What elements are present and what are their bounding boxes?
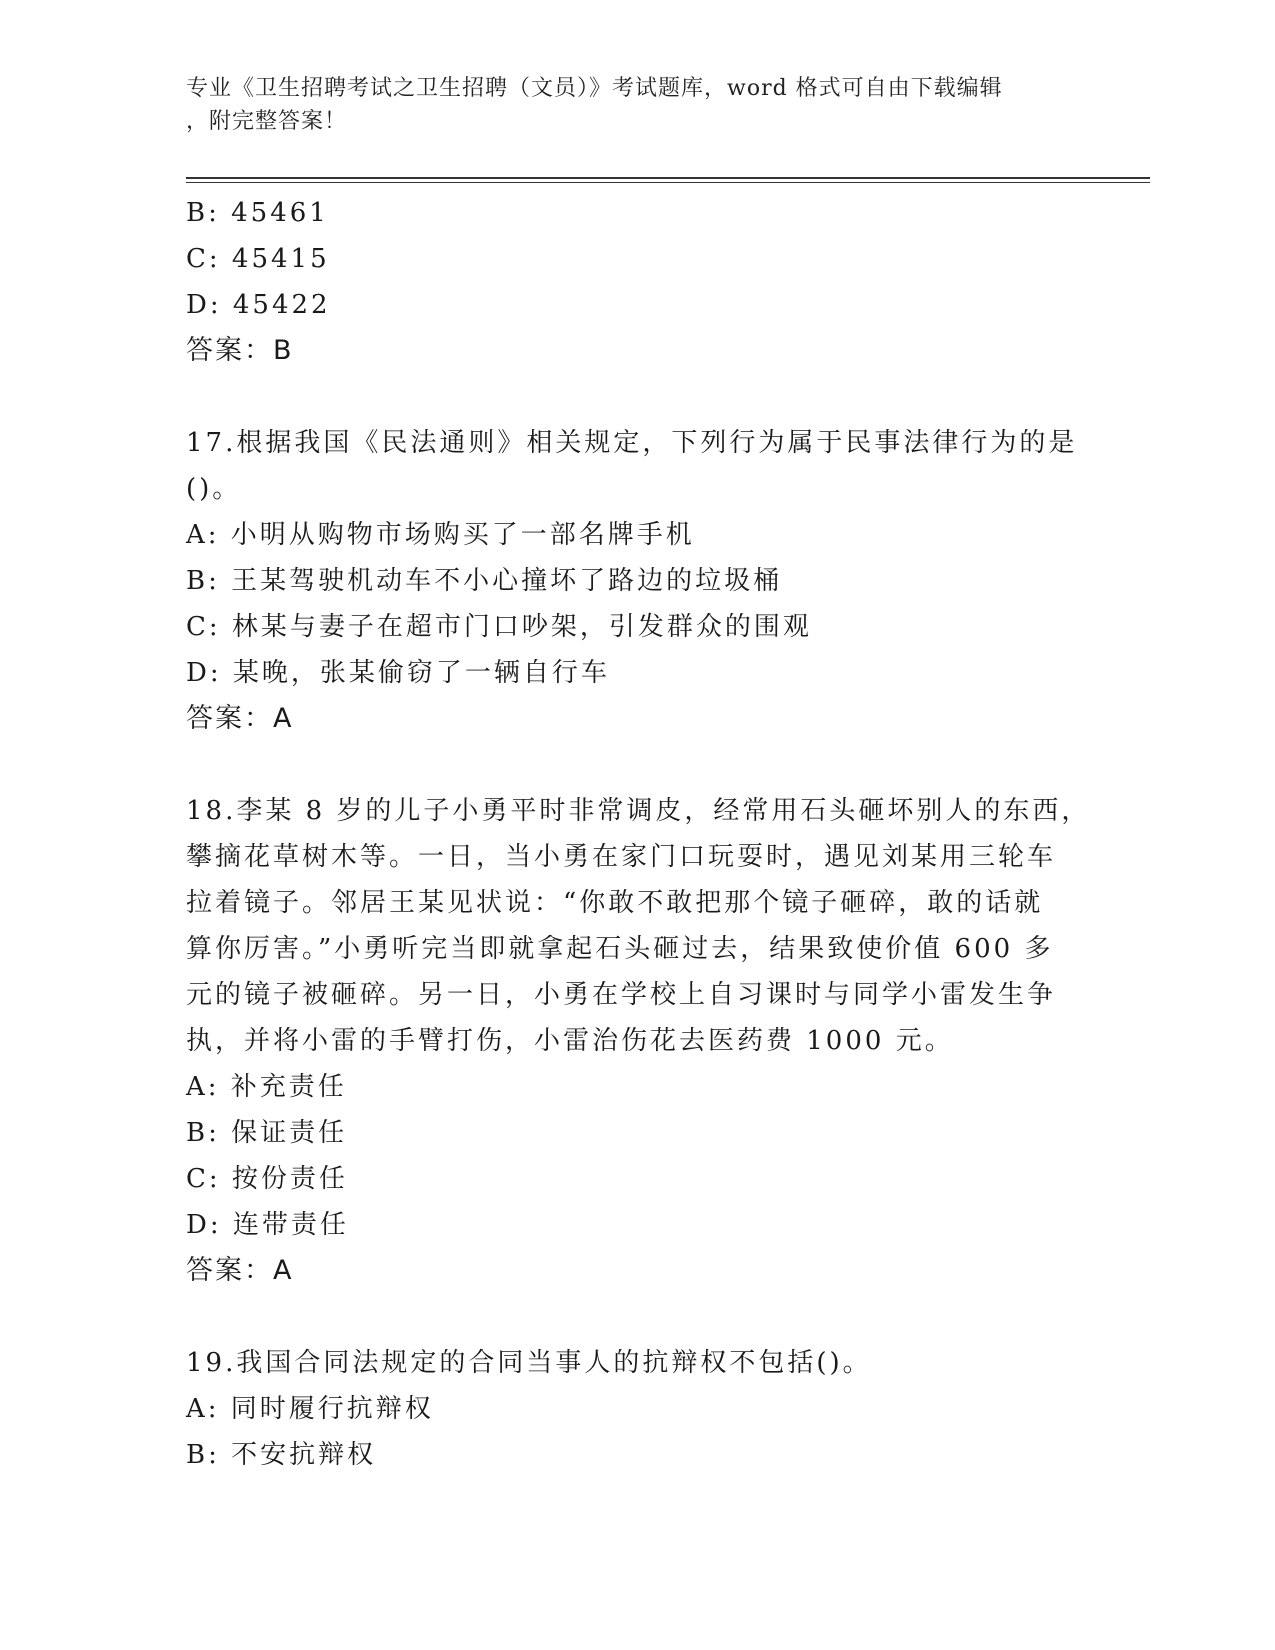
question-text-line: 元的镜子被砸碎。另一日，小勇在学校上自习课时与同学小雷发生争 <box>186 980 1057 1010</box>
question-text-line: 攀摘花草树木等。一日，当小勇在家门口玩耍时，遇见刘某用三轮车 <box>186 842 1057 872</box>
question-text-line: 算你厉害。”小勇听完当即就拿起石头砸过去，结果致使价值 600 多 <box>186 934 1054 964</box>
option-b: B: 45461 <box>186 198 329 228</box>
option-c: C: 按份责任 <box>186 1164 348 1194</box>
header-rule-thick <box>186 177 1150 179</box>
question-17 <box>186 420 1086 742</box>
question-text-cont: ()。 <box>186 474 242 504</box>
option-a: A: 补充责任 <box>186 1072 347 1102</box>
option-b: B: 保证责任 <box>186 1118 348 1148</box>
option-b: B: 不安抗辩权 <box>186 1440 377 1470</box>
option-c: C: 林某与妻子在超市门口吵架，引发群众的围观 <box>186 612 812 642</box>
question-text: 19.我国合同法规定的合同当事人的抗辩权不包括()。 <box>186 1348 872 1378</box>
answer: 答案：A <box>186 703 294 734</box>
answer: 答案：A <box>186 1255 294 1286</box>
prev-question <box>186 190 1086 374</box>
question-text-line: 拉着镜子。邻居王某见状说：“你敢不敢把那个镜子砸碎，敢的话就 <box>186 888 1044 918</box>
document-body <box>186 190 1091 1478</box>
question-19 <box>186 1340 1086 1478</box>
question-text-line: 18.李某 8 岁的儿子小勇平时非常调皮，经常用石头砸坏别人的东西， <box>186 796 1091 826</box>
question-18 <box>186 788 1091 1294</box>
option-b: B: 王某驾驶机动车不小心撞坏了路边的垃圾桶 <box>186 566 783 596</box>
document-header: 专业《卫生招聘考试之卫生招聘（文员）》考试题库，word 格式可自由下载编辑 ，附完整答案！ <box>186 76 1003 134</box>
option-d: D: 某晚，张某偷窃了一辆自行车 <box>186 658 610 688</box>
answer: 答案：B <box>186 335 294 366</box>
option-a: A: 同时履行抗辩权 <box>186 1394 434 1424</box>
option-d: D: 连带责任 <box>186 1210 349 1240</box>
option-d: D: 45422 <box>186 290 331 320</box>
header-rule-thin <box>186 182 1150 183</box>
option-a: A: 小明从购物市场购买了一部名牌手机 <box>186 520 695 550</box>
question-text: 17.根据我国《民法通则》相关规定，下列行为属于民事法律行为的是 <box>186 428 1078 458</box>
question-text-line: 执，并将小雷的手臂打伤，小雷治伤花去医药费 1000 元。 <box>186 1026 954 1056</box>
option-c: C: 45415 <box>186 244 330 274</box>
